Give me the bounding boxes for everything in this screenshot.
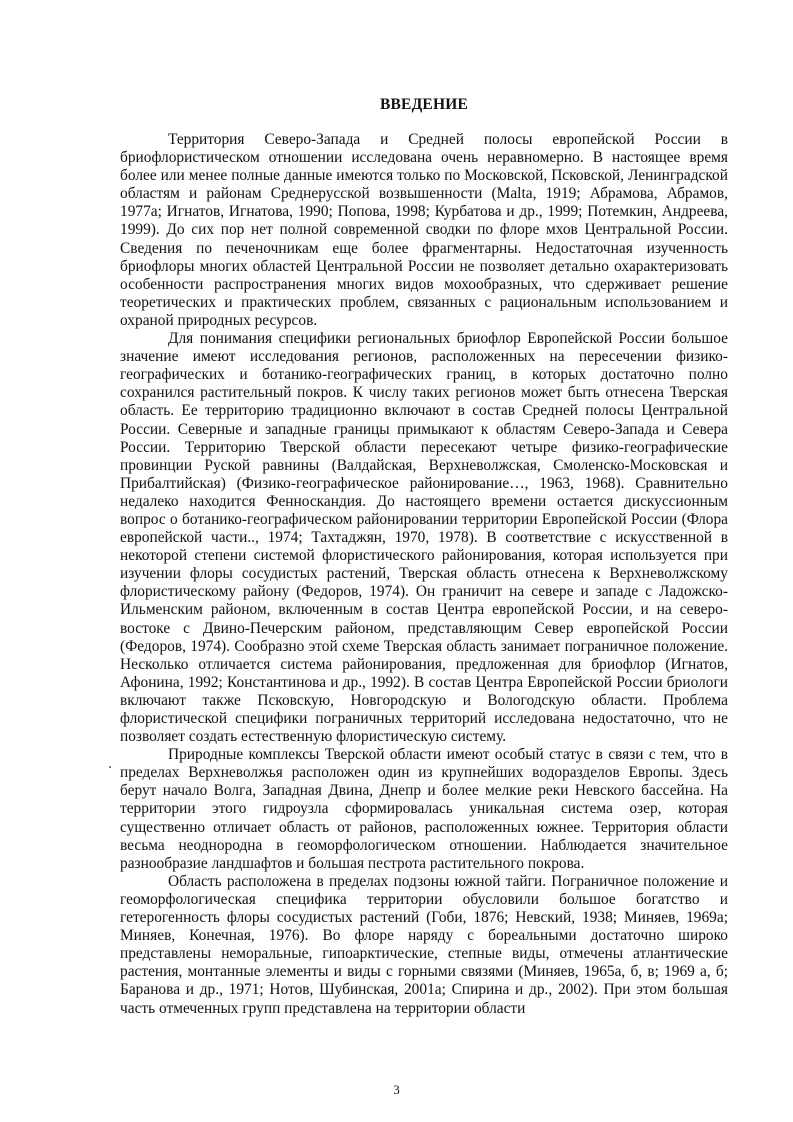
- paragraph-1: Территория Северо-Запада и Средней полосы европейской России в бриофлористическом отношении исследована очень неравномерно. В настоящее время более или менее полные данные имеются только по Московской, Псковской, Ленинградской областям и районам Среднерусской возвышенности (Malta, 1919; Абрамова, Абрамов, 1977а; Игнатов, Игнатова, 1990; Попова, 1998; Курбатова и др., 1999; Потемкин, Андреева, 1999). До сих пор нет полной современной сводки по флоре мхов Центральной России. Сведения по печеночникам еще более фрагментарны. Недостаточная изученность бриофлоры многих областей Центральной России не позволяет детально охарактеризовать особенности распространения многих видов мохообразных, что сдерживает решение теоретических и практических проблем, связанных с рациональным использованием и охраной природных ресурсов.: [120, 131, 728, 329]
- paragraph-3: Природные комплексы Тверской области имеют особый статус в связи с тем, что в пределах Верхневолжья расположен один из крупнейших водоразделов Европы. Здесь берут начало Волга, Западная Двина, Днепр и более мелкие реки Невского бассейна. На территории этого гидроузла сформировалась уникальная система озер, которая существенно отличает область от районов, расположенных южнее. Территория области весьма неоднородна в геоморфологическом отношении. Наблюдается значительное разнообразие ландшафтов и большая пестрота растительного покрова.: [120, 746, 728, 872]
- paragraph-2: Для понимания специфики региональных бриофлор Европейской России большое значение имеют исследования регионов, расположенных на пересечении физико-географических и ботанико-географических границ, в которых достаточно полно сохранился растительный покров. К числу таких регионов может быть отнесена Тверская область. Ее территорию традиционно включают в состав Средней полосы Центральной России. Северные и западные границы примыкают к областям Северо-Запада и Севера России. Территорию Тверской области пересекают четыре физико-географические провинции Руской равнины (Валдайская, Верхневолжская, Смоленско-Московская и Прибалтийская) (Физико-географическое районирование…, 1963, 1968). Сравнительно недалеко находится Фенноскандия. До настоящего времени остается дискуссионным вопрос о ботанико-географическом районировании территории Европейской России (Флора европейской части.., 1974; Тахтаджян, 1970, 1978). В соответствие с искусственной в некоторой степени системой флористического районирования, которая используется при изучении флоры сосудистых растений, Тверская область отнесена к Верхневолжскому флористическому району (Федоров, 1974). Он граничит на севере и западе с Ладожско-Ильменским районом, включенным в состав Центра европейской России, и на северо-востоке с Двино-Печерским районом, представляющим Север европейской России (Федоров, 1974). Сообразно этой схеме Тверская область занимает пограничное положение. Несколько отличается система районирования, предложенная для бриофлор (Игнатов, Афонина, 1992; Константинова и др., 1992). В состав Центра Европейской России бриологи включают также Псковскую, Новгородскую и Вологодскую области. Проблема флористической специфики пограничных территорий исследована недостаточно, что не позволяет создать естественную флористическую систему.: [120, 330, 728, 746]
- page: [120, 96, 728, 1096]
- body-text: [120, 131, 728, 1018]
- scan-speck: [109, 766, 111, 768]
- paragraph-4: Область расположена в пределах подзоны южной тайги. Пограничное положение и геоморфологическая специфика территории обусловили большое богатство и гетерогенность флоры сосудистых растений (Гоби, 1876; Невский, 1938; Миняев, 1969а; Миняев, Конечная, 1976). Во флоре наряду с бореальными достаточно широко представлены неморальные, гипоарктические, степные виды, отмечены атлантические растения, монтанные элементы и виды с горными связями (Миняев, 1965а, б, в; 1969 а, б; Баранова и др., 1971; Нотов, Шубинская, 2001а; Спирина и др., 2002). При этом большая часть отмеченных групп представлена на территории области: [120, 872, 728, 1017]
- page-number: 3: [393, 1082, 400, 1097]
- section-heading: ВВЕДЕНИЕ: [379, 96, 469, 113]
